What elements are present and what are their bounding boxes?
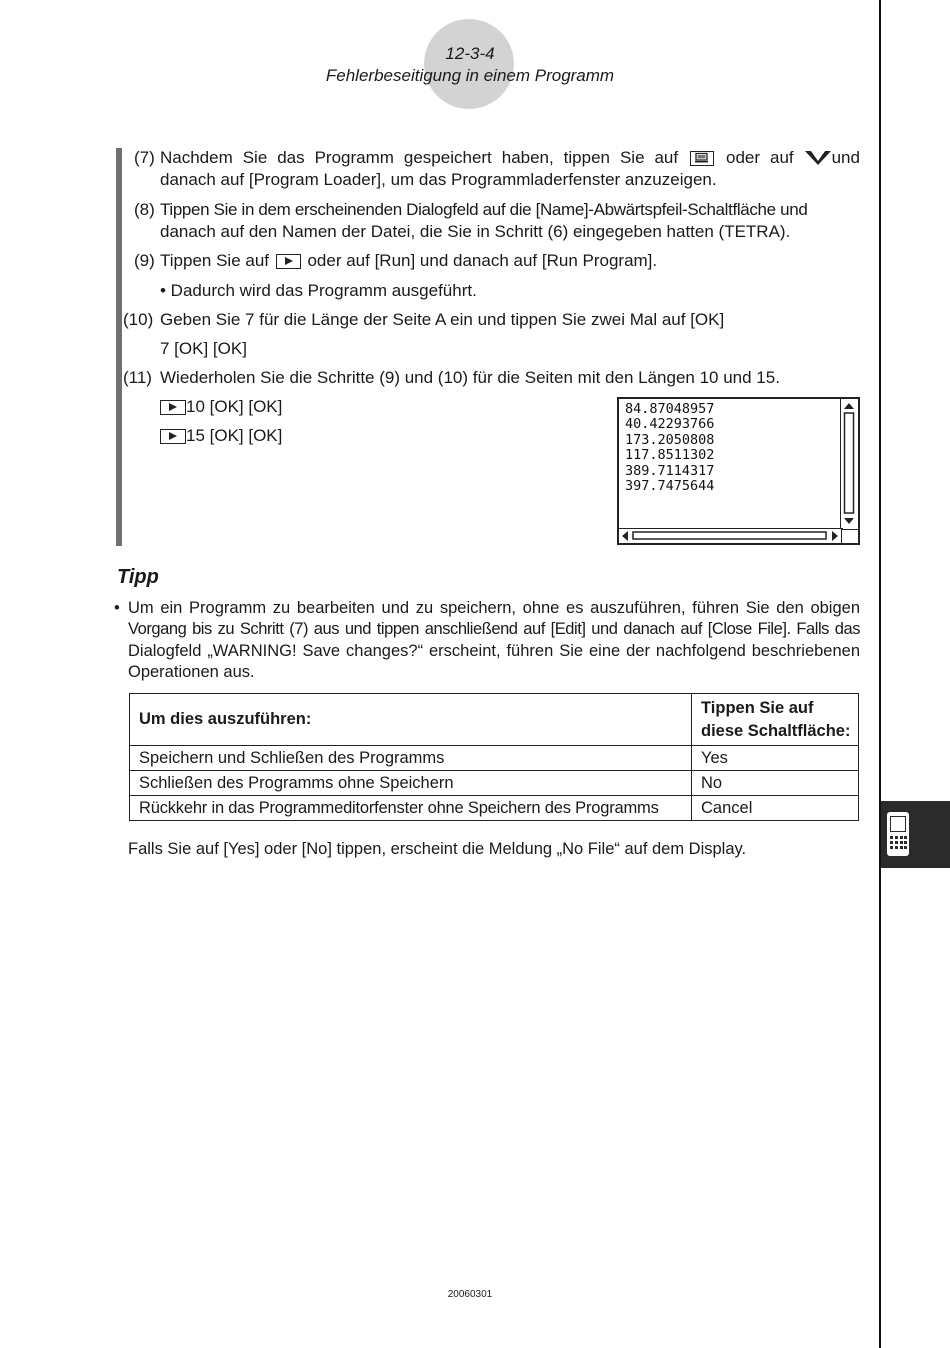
screen-output — [625, 402, 714, 494]
step-number: (11) — [123, 368, 152, 387]
step-number: (10) — [123, 310, 154, 329]
step-line: danach auf den Namen der Datei, die Sie in Schritt (6) eingegeben hatten (TETRA). — [160, 222, 791, 241]
scroll-thumb — [845, 413, 854, 513]
scroll-down-arrow-icon — [844, 518, 854, 524]
table-row — [130, 746, 859, 771]
table-cell-button: No — [692, 771, 859, 796]
table-header-cell: Um dies auszuführen: — [130, 694, 692, 746]
table-cell-action: Speichern und Schließen des Programms — [130, 746, 692, 771]
step-7 — [134, 147, 861, 191]
step-line: Tippen Sie in dem erscheinenden Dialogfeld auf die [Name]-Abwärtspfeil-Schaltfläche und — [160, 200, 808, 219]
tip-line: Vorgang bis zu Schritt (7) aus und tippen anschließend auf [Edit] und danach auf [Close File]. Falls das — [128, 620, 860, 639]
table-header-row — [130, 694, 859, 746]
step-line: danach auf [Program Loader], um das Programmladerfenster anzuzeigen. — [160, 170, 717, 189]
calculator-screen — [617, 397, 860, 545]
tip-line: Dialogfeld „WARNING! Save changes?“ erscheint, führen Sie eine der nachfolgend beschriebenen — [128, 641, 860, 660]
table-header-line: Tippen Sie auf — [701, 698, 814, 717]
tip-paragraph — [128, 598, 860, 683]
scroll-right-arrow-icon — [832, 531, 838, 541]
tip-heading: Tipp — [117, 566, 159, 588]
step-bullet: • Dadurch wird das Programm ausgeführt. — [160, 281, 477, 300]
step-text: oder auf [Run] und danach auf [Run Program]. — [307, 251, 658, 270]
apps-arrow-icon — [804, 149, 832, 171]
table-cell-action: Rückkehr in das Programmeditorfenster ohne Speichern des Programms — [130, 796, 692, 821]
calculator-icon — [881, 801, 950, 868]
table-row — [130, 796, 859, 821]
step-number: (9) — [134, 251, 155, 270]
page-number: 12-3-4 — [445, 44, 495, 63]
tip-line: Operationen aus. — [128, 662, 255, 681]
step-text: Tippen Sie auf — [160, 251, 269, 270]
screen-line: 117.8511302 — [625, 447, 715, 464]
step-input-text: 15 [OK] [OK] — [186, 426, 283, 445]
step-number: (7) — [134, 148, 155, 167]
screen-line: 397.7475644 — [625, 478, 715, 495]
run-icon — [276, 254, 301, 269]
screen-line: 40.42293766 — [625, 416, 715, 433]
table-row — [130, 771, 859, 796]
scroll-thumb — [633, 532, 826, 539]
table-cell-button: Yes — [692, 746, 859, 771]
tip-bullet: • — [114, 599, 120, 617]
step-text: und — [831, 148, 860, 167]
chapter-tab — [881, 801, 950, 868]
header-circle-decoration — [424, 19, 514, 109]
table-header-cell — [692, 694, 859, 746]
step-8 — [134, 199, 861, 243]
step-line: Geben Sie 7 für die Länge der Seite A ein und tippen Sie zwei Mal auf [OK] — [160, 310, 725, 329]
tip-line: Um ein Programm zu bearbeiten und zu speichern, ohne es auszuführen, führen Sie den obigen — [128, 599, 860, 617]
table-header-line: diese Schaltfläche: — [701, 721, 851, 740]
page-edge-rule — [879, 0, 881, 1348]
step-9 — [134, 250, 861, 304]
scroll-left-arrow-icon — [622, 531, 628, 541]
step-block-bar — [116, 148, 122, 546]
step-input-sequence — [160, 425, 460, 447]
run-icon — [160, 429, 186, 444]
menu-icon — [690, 151, 714, 166]
screen-line: 84.87048957 — [625, 401, 715, 417]
step-input-text: 10 [OK] [OK] — [186, 397, 283, 416]
table-footnote: Falls Sie auf [Yes] oder [No] tippen, erscheint die Meldung „No File“ auf dem Display. — [128, 840, 747, 858]
step-line: Wiederholen Sie die Schritte (9) und (10) für die Seiten mit den Längen 10 und 15. — [160, 368, 780, 387]
section-title: Fehlerbeseitigung in einem Programm — [325, 66, 615, 85]
horizontal-scrollbar[interactable] — [619, 528, 843, 543]
screen-line: 173.2050808 — [625, 431, 715, 448]
step-text: oder auf — [726, 148, 794, 167]
table-cell-action: Schließen des Programms ohne Speichern — [130, 771, 692, 796]
operations-table — [129, 693, 859, 821]
vertical-scrollbar[interactable] — [840, 399, 858, 529]
screen-line: 389.7114317 — [625, 462, 715, 479]
scroll-corner — [841, 529, 858, 543]
step-line — [160, 147, 860, 171]
footer-code: 20060301 — [447, 1289, 493, 1300]
run-icon — [160, 400, 186, 415]
step-input-sequence — [160, 396, 460, 418]
step-10 — [123, 309, 861, 363]
step-number: (8) — [134, 200, 155, 219]
step-input-sequence: 7 [OK] [OK] — [160, 339, 247, 358]
table-cell-button: Cancel — [692, 796, 859, 821]
step-line — [160, 250, 860, 272]
scroll-up-arrow-icon — [844, 403, 854, 409]
step-text: Nachdem Sie das Programm gespeichert haben, tippen Sie auf — [160, 148, 679, 167]
